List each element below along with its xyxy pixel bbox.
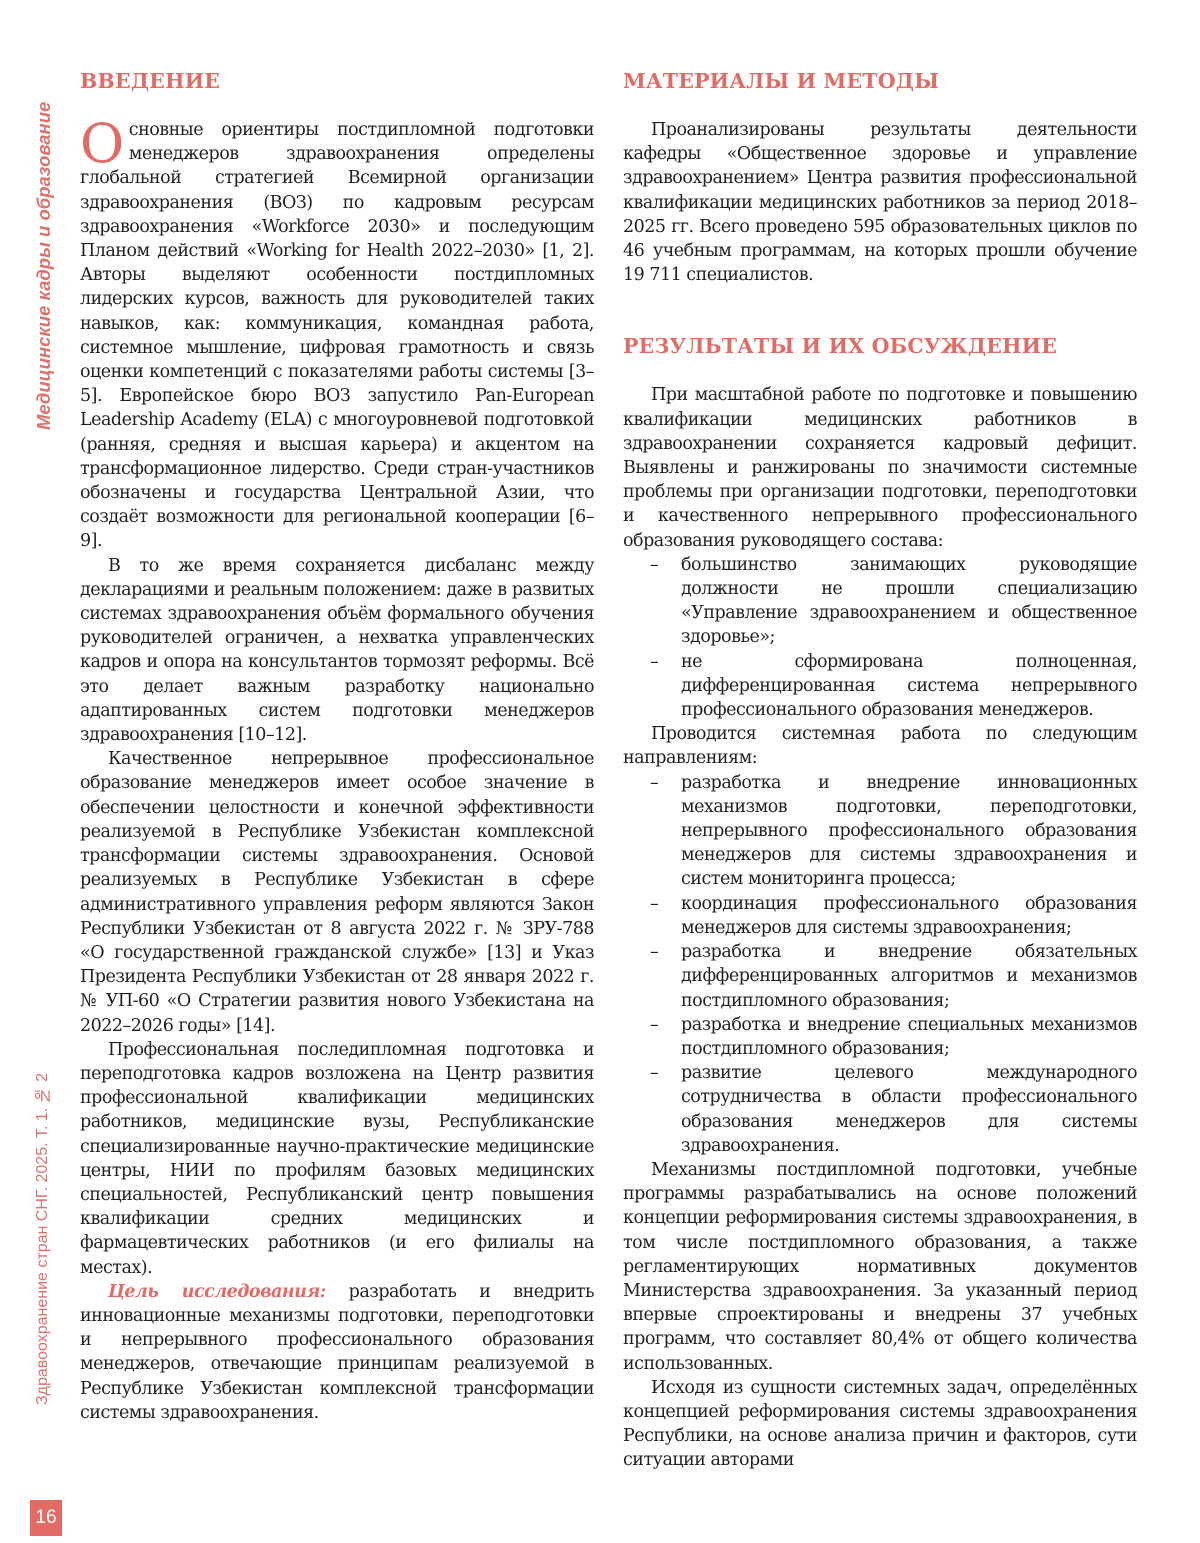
list-item: – разработка и внедрение специальных механизмов постдипломного образования; — [623, 1013, 1137, 1061]
list-item: – разработка и внедрение обязательных дифференцированных алгоритмов и механизмов постдипломного образования; — [623, 940, 1137, 1013]
goal-text: разработать и внедрить инновационные механизмы подготовки, переподготовки и непрерывного профессионального образования менеджеров, отвечающие принципам реализуемой в Республике Узбекистан комплексной трансформации системы здравоохранения. — [80, 1281, 594, 1423]
goal-label: Цель исследования: — [108, 1281, 326, 1302]
journal-section-label: Медицинские кадры и образование — [33, 101, 54, 430]
problems-list — [623, 553, 1137, 722]
intro-text: сновные ориентиры постдипломной подготовки менеджеров здравоохранения определены глобальной стратегией Всемирной организации здравоохранения (ВОЗ) по кадровым ресурсам здравоохранения «Workforce 2030» и последующим Планом действий «Working for Health 2022–2030» [1, 2]. Авторы выделяют особенности постдипломных лидерских курсов, важность для руководителей таких навыков, как: коммуникация, командная работа, системное мышление, цифровая грамотность и связь оценки компетенций с показателями работы системы [3–5]. Европейское бюро ВОЗ запустило Pan-European Leadership Academy (ELA) с многоуровневой подготовкой (ранняя, средняя и высшая карьера) и акцентом на трансформационное лидерство. Среди стран-участников обозначены и государства Центральной Азии, что создаёт возможности для региональной кооперации [6–9]. — [80, 120, 594, 552]
paragraph-2: В то же время сохраняется дисбаланс между декларациями и реальным положением: даже в развитых системах здравоохранения объём формального обучения руководителей ограничен, а нехватка управленческих кадров и опора на консультантов тормозят реформы. Всё это делает важным разработку национально адаптированных систем подготовки менеджеров здравоохранения [10–12]. — [80, 555, 594, 746]
list-item: – разработка и внедрение инновационных механизмов подготовки, переподготовки, непрерывного профессионального образования менеджеров для системы здравоохранения и систем мониторинга процесса; — [623, 771, 1137, 892]
methods-paragraph: Проанализированы результаты деятельности кафедры «Общественное здоровье и управление здравоохранением» Центра развития профессиональной квалификации медицинских работников за период 2018–2025 гг. Всего проведено 595 образовательных циклов по 46 учебным программам, на которых прошли обучение 19 711 специалистов. — [623, 120, 1137, 286]
results-paragraph-4: Исходя из сущности системных задач, определённых концепцией реформирования системы здравоохранения Республики, на основе анализа причин и факторов, сути ситуации авторами — [623, 1377, 1137, 1471]
results-paragraph-2: Проводится системная работа по следующим направлениям: — [623, 724, 1137, 769]
list-item: – большинство занимающих руководящие должности не прошли специализацию «Управление здравоохранением и общественное здоровье»; — [623, 553, 1137, 650]
results-paragraph-3: Механизмы постдипломной подготовки, учебные программы разрабатывались на основе положений концепции реформирования системы здравоохранения, в том числе постдипломного образования, а также регламентирующих нормативных документов Министерства здравоохранения. За указанный период впервые спроектированы и внедрены 37 учебных программ, что составляет 80,4% от общего количества использованных. — [623, 1159, 1137, 1374]
right-column — [623, 68, 1137, 1473]
heading-results: РЕЗУЛЬТАТЫ И ИХ ОБСУЖДЕНИЕ — [623, 334, 1058, 359]
left-column — [80, 68, 594, 1425]
list-item: – развитие целевого международного сотрудничества в области профессионального образования менеджеров для системы здравоохранения. — [623, 1061, 1137, 1158]
goal-paragraph — [80, 1280, 594, 1425]
journal-citation: Здравоохранение стран СНГ. 2025. Т. 1. № 2 — [34, 1072, 51, 1405]
drop-cap: О — [80, 112, 124, 175]
list-item: – координация профессионального образования менеджеров для системы здравоохранения; — [623, 892, 1137, 940]
paragraph-3: Качественное непрерывное профессиональное образование менеджеров имеет особое значение в обеспечении целостности и конечной эффективности реализуемой в Республике Узбекистан комплексной трансформации системы здравоохранения. Основой реализуемых в Республике Узбекистан в сфере административного управления реформ являются Закон Республики Узбекистан от 8 августа 2022 г. № ЗРУ-788 «О государственной гражданской службе» [13] и Указ Президента Республики Узбекистан от 28 января 2022 г. № УП-60 «О Стратегии развития нового Узбекистана на 2022–2026 годы» [14]. — [80, 749, 594, 1036]
page-number: 16 — [30, 1500, 62, 1536]
heading-introduction: ВВЕДЕНИЕ — [80, 69, 221, 93]
heading-methods: МАТЕРИАЛЫ И МЕТОДЫ — [623, 69, 940, 93]
paragraph-4: Профессиональная последипломная подготовка и переподготовка кадров возложена на Центр развития профессиональной квалификации медицинских работников, медицинские вузы, Республиканские специализированные научно-практические медицинские центры, НИИ по профилям базовых медицинских специальностей, Республиканский центр повышения квалификации средних медицинских и фармацевтических работников (и его филиалы на местах). — [80, 1039, 594, 1278]
directions-list — [623, 771, 1137, 1158]
results-paragraph-1: При масштабной работе по подготовке и повышению квалификации медицинских работников в здравоохранении сохраняется кадровый дефицит. Выявлены и ранжированы по значимости системные проблемы при организации подготовки, переподготовки и качественного непрерывного профессионального образования руководящего состава: — [623, 385, 1137, 551]
list-item: – не сформирована полноценная, дифференцированная система непрерывного профессионального образования менеджеров. — [623, 650, 1137, 723]
intro-paragraph — [80, 112, 594, 554]
